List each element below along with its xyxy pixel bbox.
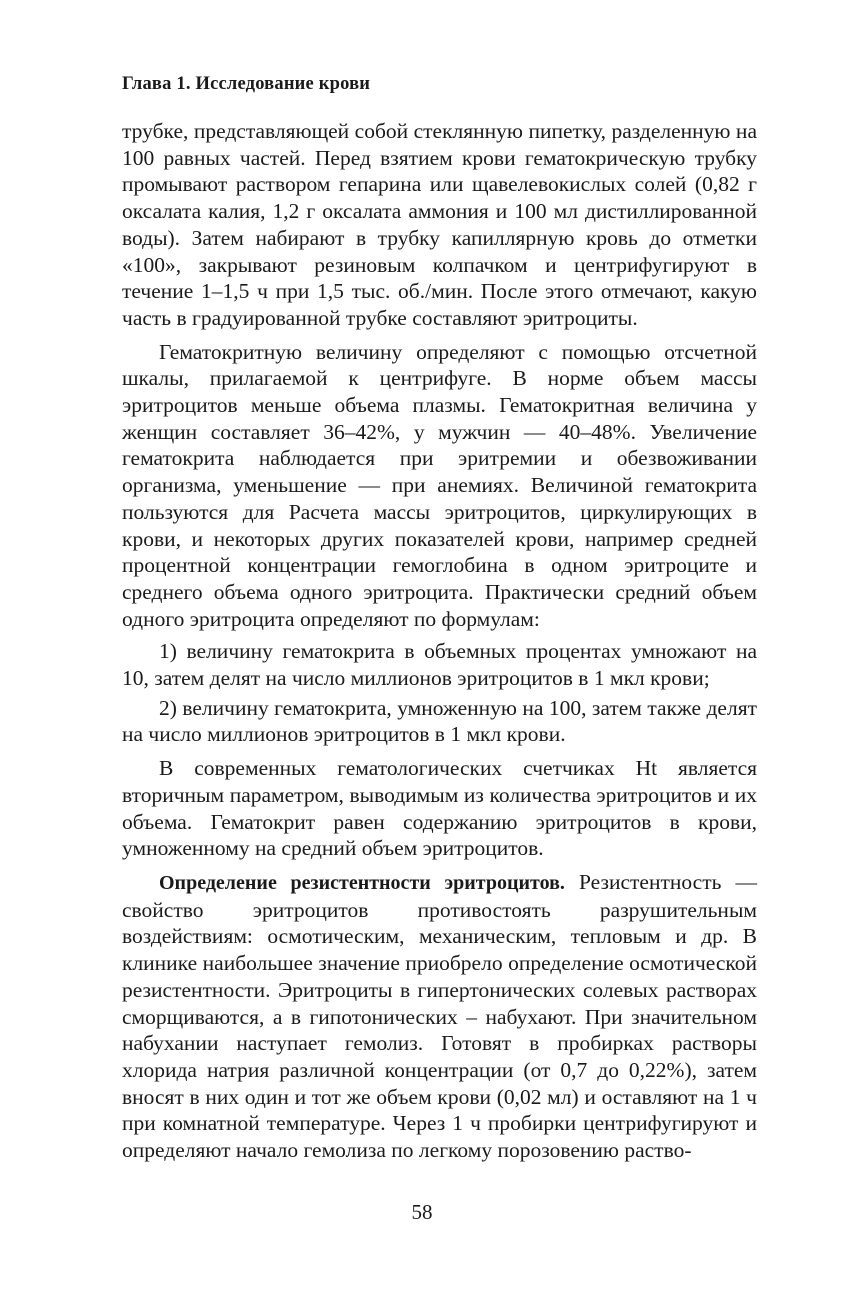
body-text: [122, 118, 757, 1164]
paragraph-hematocrit: Гематокритную величину определяют с помощью отсчетной шкалы, прилагаемой к центрифуге. В норме объем массы эритроцитов меньше объема плазмы. Гематокритная величина у женщин составляет 36–42%, у мужчин — 40–48%. Увеличение гематокрита наблюдается при эритремии и обезвоживании организма, уменьшение — при анемиях. Величиной гематокрита пользуются для Расчета массы эритроцитов, циркулирующих в крови, и некоторых других показателей крови, например средней процентной концентрации гемоглобина в одном эритроците и среднего объема одного эритроцита. Практически средний объем одного эритроцита определяют по формулам:: [122, 339, 757, 631]
paragraph-hematology-counters: В современных гематологических счетчиках Ht является вторичным параметром, выводимым из количества эритроцитов и их объема. Гематокрит равен содержанию эритроцитов в крови, умноженному на средний объем эритроцитов.: [122, 756, 757, 861]
running-title: Глава 1. Исследование крови: [122, 74, 371, 94]
page-number: 58: [411, 1200, 433, 1224]
paragraph-resistance: [122, 869, 757, 1164]
section-run-in-heading: Определение резистентности эритроцитов.: [159, 871, 565, 894]
paragraph-continuation: трубке, представляющей собой стеклянную пипетку, разделенную на 100 равных частей. Перед взятием крови гематокрическую трубку промывают раствором гепарина или щавелевокислых солей (0,82 г оксалата калия, 1,2 г оксалата аммония и 100 мл дистиллированной воды). Затем набирают в трубку капиллярную кровь до отметки «100», закрывают резиновым колпачком и центрифугируют в течение 1–1,5 ч при 1,5 тыс. об./мин. После этого отмечают, какую часть в градуированной трубке составляют эритроциты.: [122, 119, 757, 330]
paragraph-resistance-text: Резистентность — свойство эритроцитов противостоять разрушительным воздействиям: осмотическим, механическим, тепловым и др. В клинике наибольшее значение приобрело определение осмотической резистентности. Эритроциты в гипертонических солевых растворах сморщиваются, а в гипотонических – набухают. При значительном набухании наступает гемолиз. Готовят в пробирках растворы хлорида натрия различной концентрации (от 0,7 до 0,22%), затем вносят в них один и тот же объем крови (0,02 мл) и оставляют на 1 ч при комнатной температуре. Через 1 ч пробирки центрифугируют и определяют начало гемолиза по легкому порозовению раство-: [122, 869, 757, 1163]
formula-item-2: 2) величину гематокрита, умноженную на 100, затем также делят на число миллионов эритроцитов в 1 мкл крови.: [122, 695, 757, 747]
formula-item-1: 1) величину гематокрита в объемных процентах умножают на 10, затем делят на число миллионов эритроцитов в 1 мкл крови;: [122, 639, 757, 691]
